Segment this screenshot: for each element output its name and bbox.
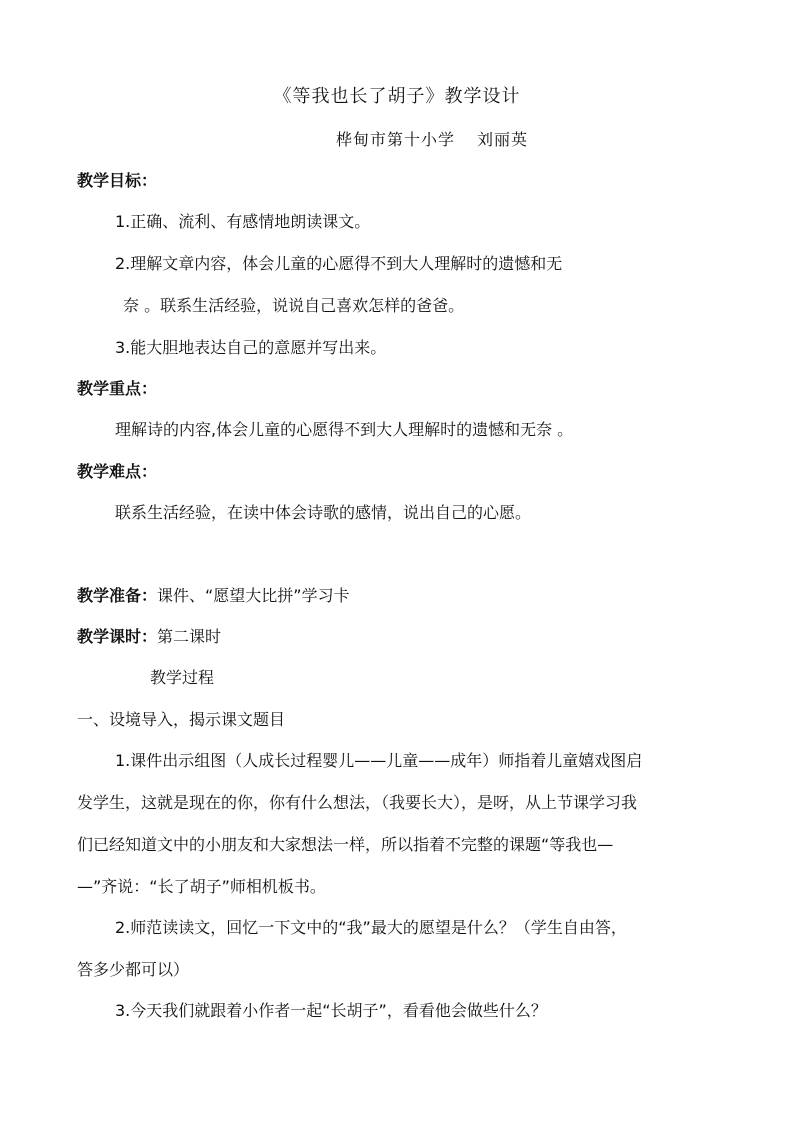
key-heading: 教学重点：	[77, 379, 158, 398]
paragraph-2-line-1: 2.师范读读文，回忆一下文中的“我”最大的愿望是什么？（学生自由答，	[115, 918, 627, 937]
author-name: 刘丽英	[477, 130, 529, 149]
paragraph-1-line-1: 1.课件出示组图（人成长过程婴儿——儿童——成年）师指着儿童嬉戏图启	[115, 751, 643, 770]
difficult-text: 联系生活经验，在读中体会诗歌的感情，说出自己的心愿。	[115, 503, 532, 522]
goal-2-line-1: 2.理解文章内容，体会儿童的心愿得不到大人理解时的遗憾和无	[115, 254, 563, 273]
paragraph-1-line-3: 们已经知道文中的小朋友和大家想法一样，所以指着不完整的课题“等我也—	[77, 835, 614, 854]
goals-heading: 教学目标：	[77, 171, 158, 190]
author-line	[0, 130, 794, 150]
key-text: 理解诗的内容,体会儿童的心愿得不到大人理解时的遗憾和无奈 。	[115, 420, 574, 439]
prep-label: 教学准备：	[77, 586, 158, 605]
difficult-heading: 教学难点：	[77, 462, 158, 481]
paragraph-3: 3.今天我们就跟着小作者一起“长胡子”，看看他会做些什么？	[115, 1001, 547, 1020]
prep-text: 课件、“愿望大比拼”学习卡	[157, 586, 350, 605]
section-1-heading: 一、设境导入，揭示课文题目	[77, 710, 286, 729]
period-label: 教学课时：	[77, 627, 158, 646]
goal-2-line-2: 奈 。联系生活经验，说说自己喜欢怎样的爸爸。	[123, 296, 465, 315]
goal-1: 1.正确、流利、有感情地朗读课文。	[115, 212, 371, 231]
paragraph-1-line-4: —”齐说：“长了胡子”师相机板书。	[77, 877, 326, 896]
period-line	[77, 627, 221, 647]
author-school: 桦甸市第十小学	[335, 130, 455, 149]
document-title: 《等我也长了胡子》教学设计	[273, 86, 521, 107]
goal-3: 3.能大胆地表达自己的意愿并写出来。	[115, 338, 387, 357]
process-heading: 教学过程	[150, 668, 215, 687]
paragraph-2-line-2: 答多少都可以）	[77, 960, 190, 979]
prep-line	[77, 586, 350, 606]
paragraph-1-line-2: 发学生，这就是现在的你，你有什么想法，（我要长大），是呀，从上节课学习我	[77, 793, 638, 812]
period-text: 第二课时	[157, 627, 222, 646]
